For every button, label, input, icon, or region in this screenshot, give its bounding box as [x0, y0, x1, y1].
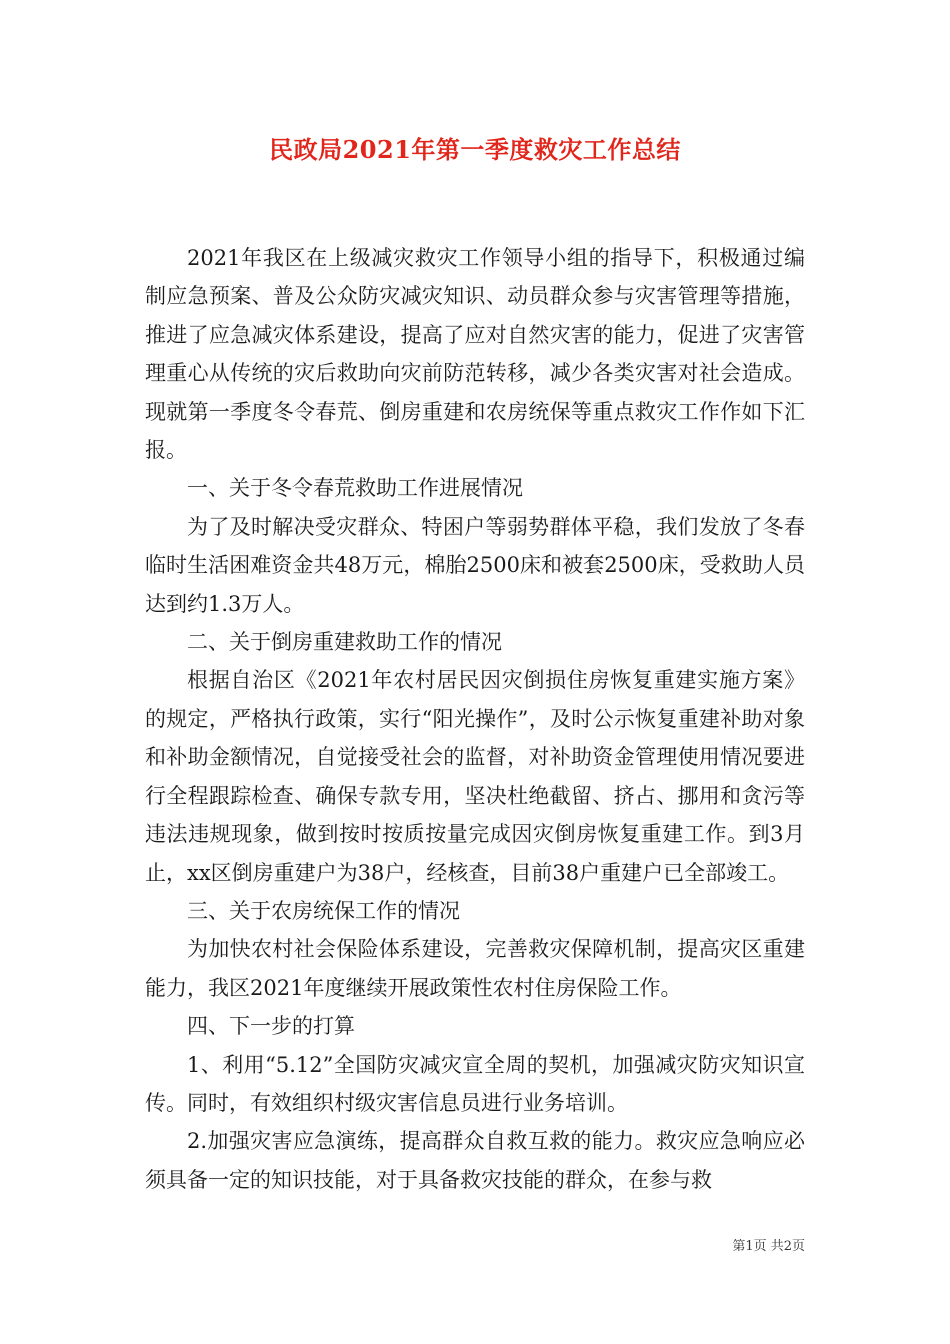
- document-body: [145, 239, 805, 1199]
- section-heading-3: 三、关于农房统保工作的情况: [187, 898, 460, 923]
- page-number-footer: 第1页 共2页: [732, 1239, 805, 1254]
- paragraph-section-1: 为了及时解决受灾群众、特困户等弱势群体平稳，我们发放了冬春临时生活困难资金共48万元，棉胎2500床和被套2500床，受救助人员达到约1.3万人。: [145, 514, 805, 616]
- section-heading-1: 一、关于冬令春荒救助工作进展情况: [187, 476, 523, 501]
- section-heading-4: 四、下一步的打算: [187, 1014, 355, 1039]
- document-title: 民政局2021年第一季度救灾工作总结: [269, 135, 681, 164]
- plan-item-1: 1、利用“5.12”全国防灾减灾宣全周的契机，加强减灾防灾知识宣传。同时，有效组织村级灾害信息员进行业务培训。: [145, 1052, 805, 1115]
- paragraph-section-3: 为加快农村社会保险体系建设，完善救灾保障机制，提高灾区重建能力，我区2021年度继续开展政策性农村住房保险工作。: [145, 937, 805, 1000]
- paragraph-intro: 2021年我区在上级减灾救灾工作领导小组的指导下，积极通过编制应急预案、普及公众防灾减灾知识、动员群众参与灾害管理等措施，推进了应急减灾体系建设，提高了应对自然灾害的能力，促进了灾害管理重心从传统的灾后救助向灾前防范转移，减少各类灾害对社会造成。现就第一季度冬令春荒、倒房重建和农房统保等重点救灾工作作如下汇报。: [145, 246, 805, 463]
- paragraph-section-2: 根据自治区《2021年农村居民因灾倒损住房恢复重建实施方案》的规定，严格执行政策，实行“阳光操作”，及时公示恢复重建补助对象和补助金额情况，自觉接受社会的监督，对补助资金管理使用情况要进行全程跟踪检查、确保专款专用，坚决杜绝截留、挤占、挪用和贪污等违法违规现象，做到按时按质按量完成因灾倒房恢复重建工作。到3月止，xx区倒房重建户为38户，经核查，目前38户重建户已全部竣工。: [145, 668, 805, 885]
- plan-item-2: 2.加强灾害应急演练，提高群众自救互救的能力。救灾应急响应必须具备一定的知识技能，对于具备救灾技能的群众，在参与救: [145, 1129, 805, 1192]
- section-heading-2: 二、关于倒房重建救助工作的情况: [187, 630, 502, 655]
